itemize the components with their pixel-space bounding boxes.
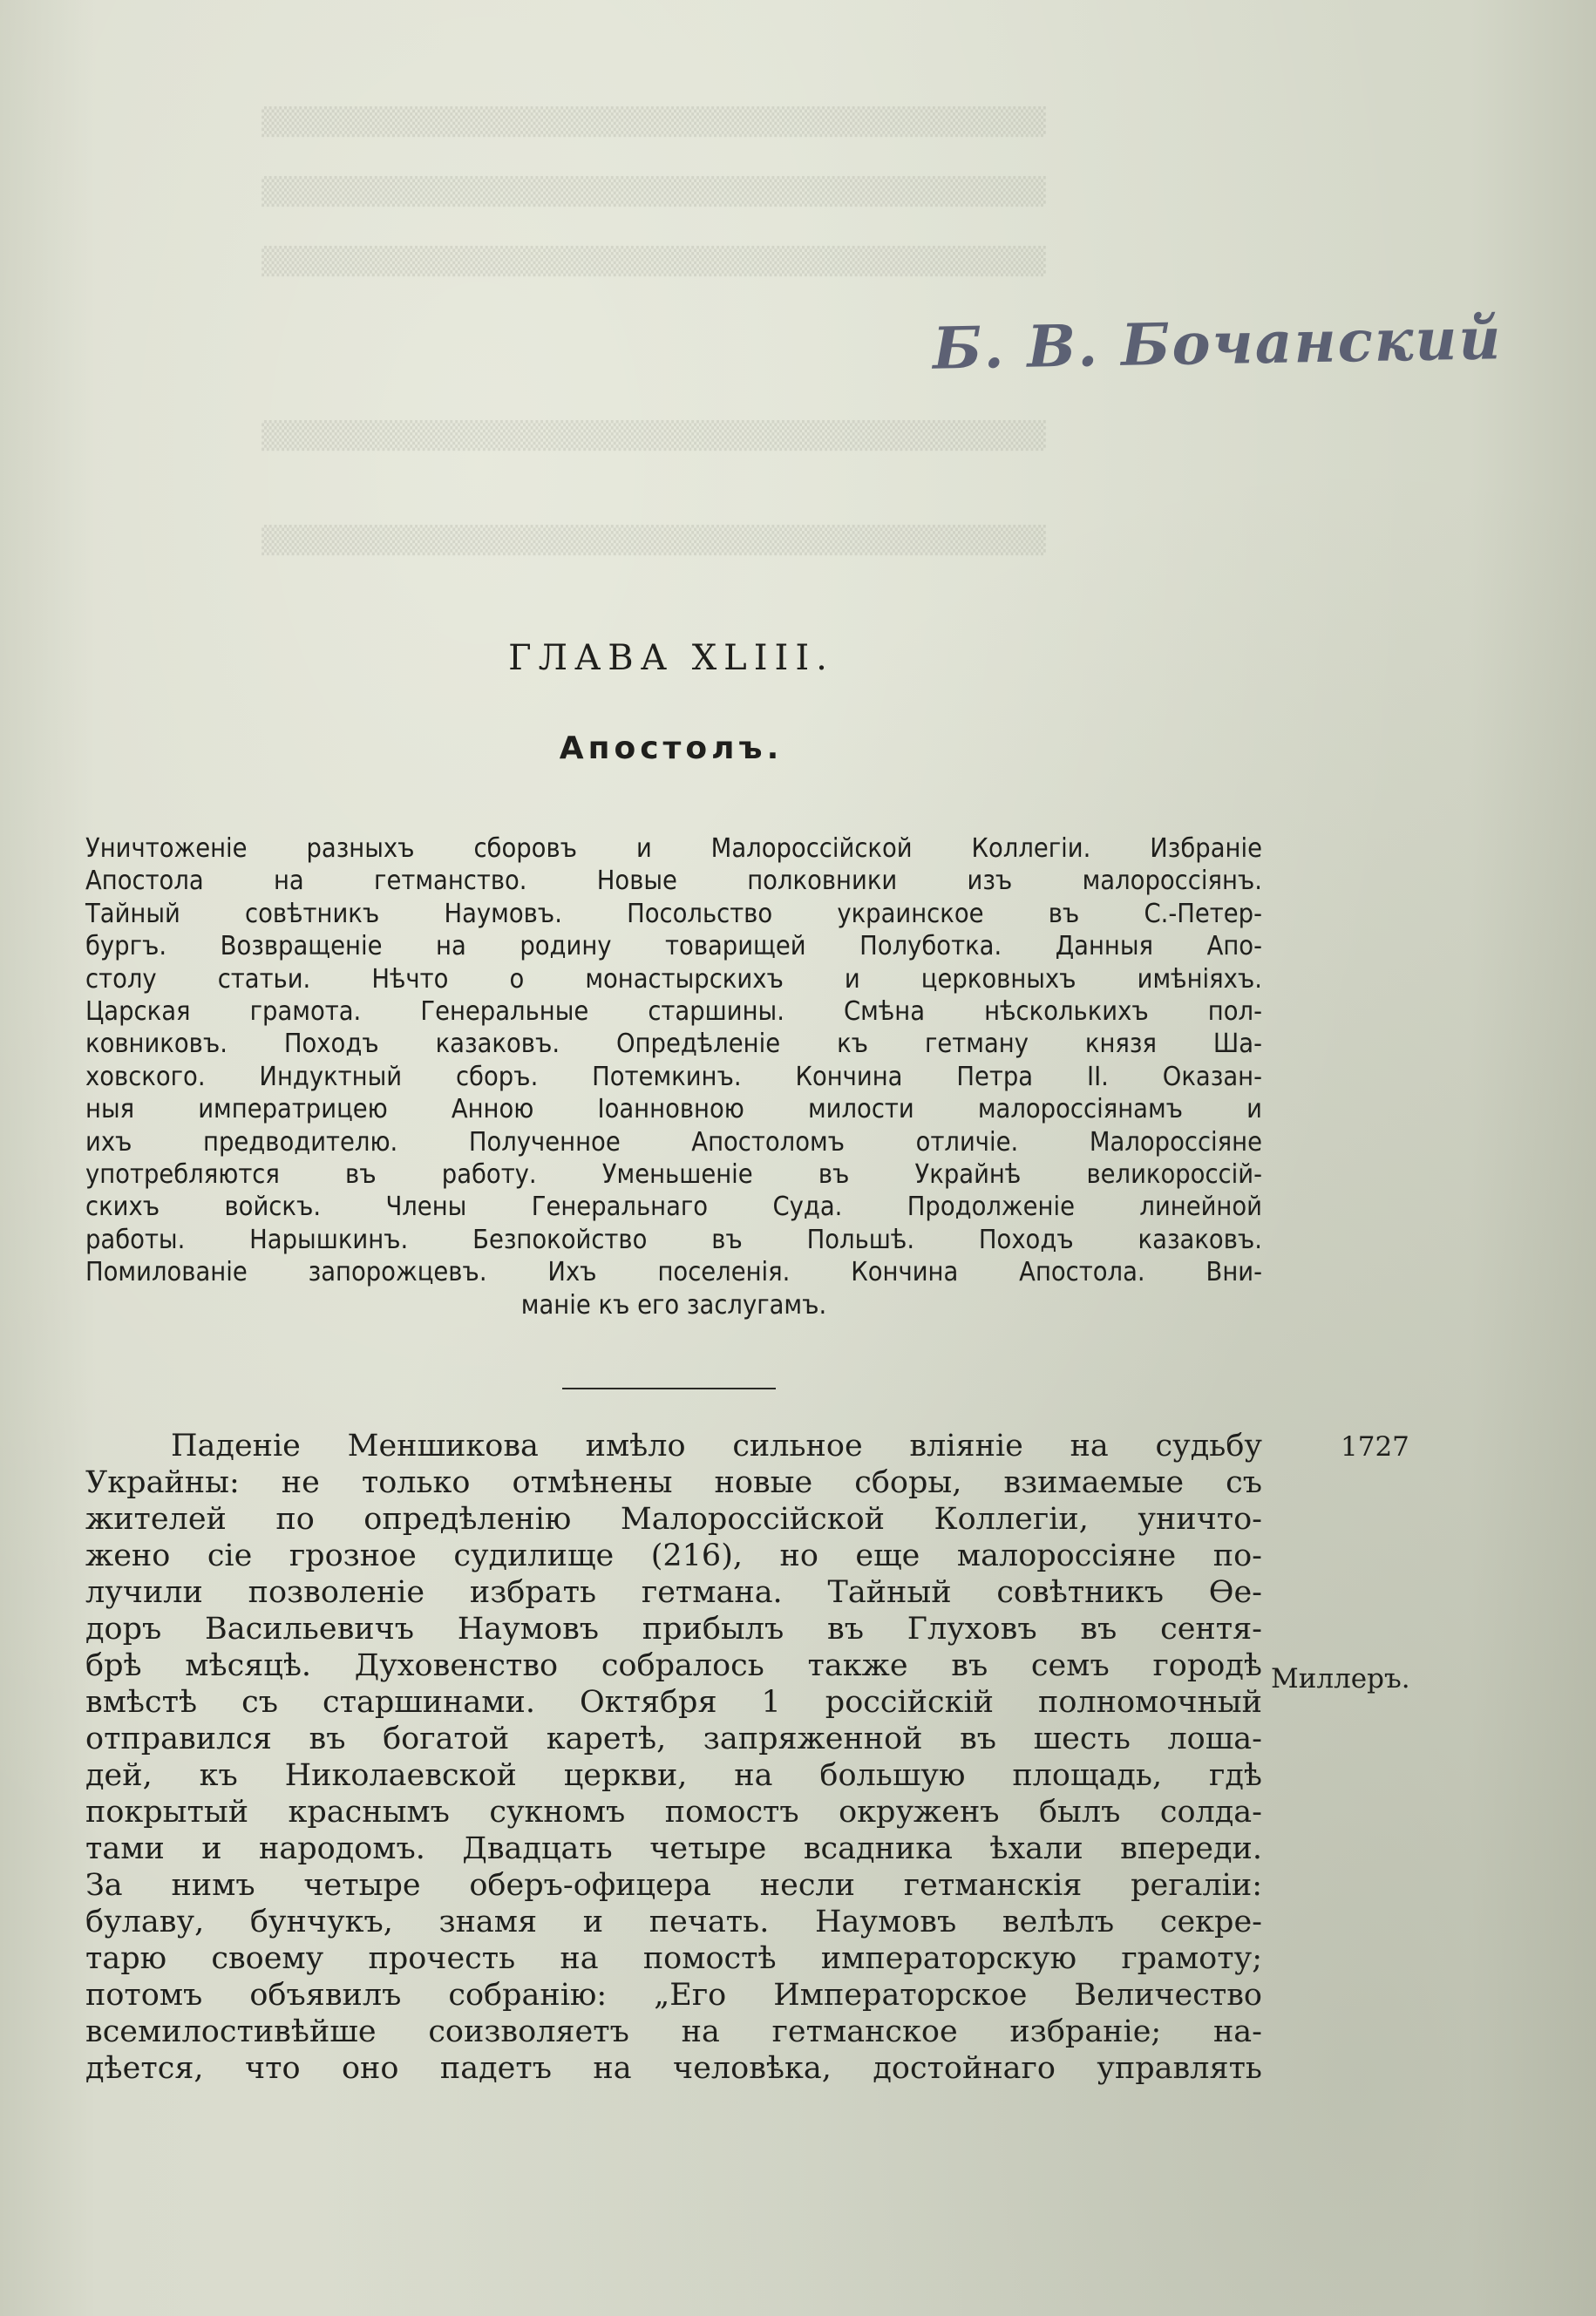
body-line: лучили позволеніе избрать гетмана. Тайный совѣтникъ Ѳе- [85,1575,1262,1610]
owner-stamp: Б. В. Бочанский [932,304,1504,383]
body-line: вмѣстѣ съ старшинами. Октября 1 россійскій полномочный [85,1685,1262,1720]
bleed-through-text: ▒▒▒▒▒▒▒▒▒▒▒▒▒▒▒▒▒▒▒▒▒▒▒▒▒▒▒▒▒▒▒▒▒▒▒▒▒▒▒ [261,247,1046,277]
margin-source-note: Миллеръ. [1271,1663,1410,1695]
summary-line: Уничтоженіе разныхъ сборовъ и Малороссійской Коллегіи. Избраніе [85,833,1262,864]
summary-line: скихъ войскъ. Члены Генеральнаго Суда. Продолженіе линейной [85,1192,1262,1223]
summary-line: ковниковъ. Походъ казаковъ. Опредѣленіе къ гетману князя Ша- [85,1029,1262,1060]
summary-line: Царская грамота. Генеральные старшины. Смѣна нѣсколькихъ пол- [85,996,1262,1028]
chapter-heading: ГЛАВА XLIII. [508,638,834,678]
bleed-through-text: ▒▒▒▒▒▒▒▒▒▒▒▒▒▒▒▒▒▒▒▒▒▒▒▒▒▒▒▒▒▒▒▒▒▒▒▒▒▒▒ [261,421,1046,452]
section-divider [562,1388,776,1389]
bleed-through-text: ▒▒▒▒▒▒▒▒▒▒▒▒▒▒▒▒▒▒▒▒▒▒▒▒▒▒▒▒▒▒▒▒▒▒▒▒▒▒▒ [261,177,1046,207]
summary-line: работы. Нарышкинъ. Безпокойство въ Польшѣ. Походъ казаковъ. [85,1224,1262,1255]
summary-line: употребляются въ работу. Уменьшеніе въ Украйнѣ великороссій- [85,1159,1262,1191]
chapter-summary [85,832,1262,1321]
body-line: тами и народомъ. Двадцать четыре всадника ѣхали впереди. [85,1831,1262,1866]
summary-line: Помилованіе запорожцевъ. Ихъ поселенія. Кончина Апостола. Вни- [85,1257,1262,1288]
body-line: дей, къ Николаевской церкви, на большую площадь, гдѣ [85,1758,1262,1793]
margin-year-note: 1727 [1341,1431,1409,1463]
summary-line: Апостола на гетманство. Новые полковники изъ малороссіянъ. [85,866,1262,897]
body-line: жителей по опредѣленію Малороссійской Коллегіи, уничто- [85,1502,1262,1537]
body-line: За нимъ четыре оберъ-офицера несли гетманскія регаліи: [85,1868,1262,1903]
chapter-title: Апостолъ. [559,730,784,766]
body-text [85,1428,1262,2087]
body-line: покрытый краснымъ сукномъ помостъ окруженъ былъ солда- [85,1795,1262,1830]
summary-line: маніе къ его заслугамъ. [520,1289,827,1321]
body-line: тарю своему прочесть на помостѣ императорскую грамоту; [85,1941,1262,1976]
summary-line: Тайный совѣтникъ Наумовъ. Посольство украинское въ С.-Петер- [85,898,1262,929]
body-line: отправился въ богатой каретѣ, запряженной въ шесть лоша- [85,1722,1262,1756]
bleed-through-text: ▒▒▒▒▒▒▒▒▒▒▒▒▒▒▒▒▒▒▒▒▒▒▒▒▒▒▒▒▒▒▒▒▒▒▒▒▒▒▒ [261,107,1046,138]
summary-line: бургъ. Возвращеніе на родину товарищей Полуботка. Данныя Апо- [85,931,1262,962]
summary-line: ныя императрицею Анною Іоанновною милости малороссіянамъ и [85,1094,1262,1125]
body-line: доръ Васильевичъ Наумовъ прибылъ въ Глуховъ въ сентя- [85,1612,1262,1647]
body-line: жено сіе грозное судилище (216), но еще малороссіяне по- [85,1538,1262,1573]
body-line: булаву, бунчукъ, знамя и печать. Наумовъ велѣлъ секре- [85,1905,1262,1939]
bleed-through-text: ▒▒▒▒▒▒▒▒▒▒▒▒▒▒▒▒▒▒▒▒▒▒▒▒▒▒▒▒▒▒▒▒▒▒▒▒▒▒▒ [261,526,1046,556]
body-line: потомъ объявилъ собранію: „Его Императорское Величество [85,1978,1262,2013]
body-line: Паденіе Меншикова имѣло сильное вліяніе на судьбу [171,1429,1262,1464]
summary-line: столу статьи. Нѣчто о монастырскихъ и церковныхъ имѣніяхъ. [85,963,1262,995]
summary-line: ховского. Индуктный сборъ. Потемкинъ. Кончина Петра II. Оказан- [85,1061,1262,1092]
body-line: брѣ мѣсяцѣ. Духовенство собралось также въ семъ городѣ [85,1648,1262,1683]
body-line: дѣется, что оно падетъ на человѣка, достойнаго управлять [85,2051,1262,2086]
body-line: Украйны: не только отмѣнены новые сборы, взимаемые съ [85,1465,1262,1500]
body-line: всемилостивѣйше соизволяетъ на гетманское избраніе; на- [85,2014,1262,2049]
summary-line: ихъ предводителю. Полученное Апостоломъ отличіе. Малороссіяне [85,1126,1262,1158]
